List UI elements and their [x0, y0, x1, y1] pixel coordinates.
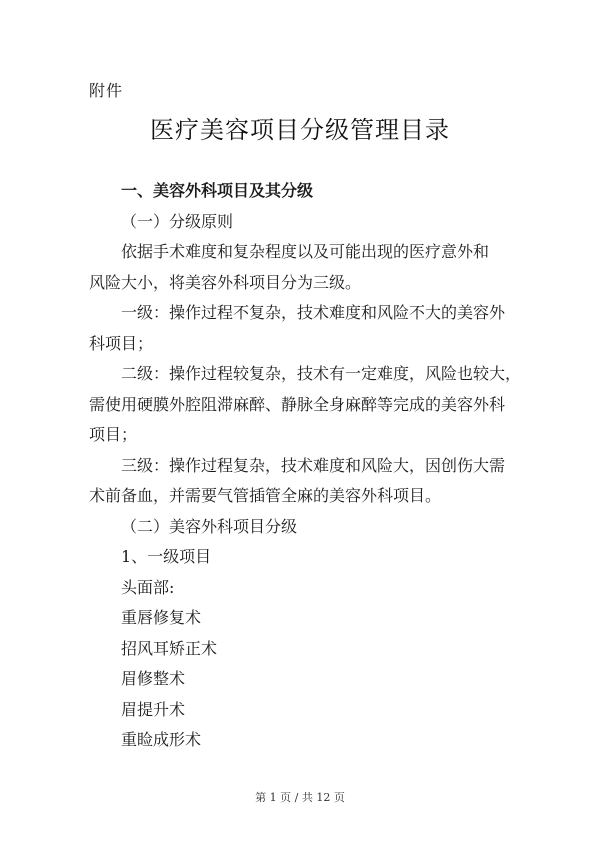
paragraph-line: 项目； — [89, 425, 138, 444]
list-item: 重唇修复术 — [121, 608, 202, 627]
paragraph-line: 风险大小，将美容外科项目分为三级。 — [89, 272, 362, 292]
subsection-heading: （一）分级原则 — [121, 211, 234, 231]
list-item: 招风耳矫正术 — [121, 638, 218, 658]
document-body — [89, 176, 522, 756]
paragraph-line: 科项目； — [89, 333, 154, 353]
subsection-heading: （二）美容外科项目分级 — [121, 516, 298, 536]
section-heading: 一、美容外科项目及其分级 — [121, 181, 314, 200]
paragraph-line: 三级：操作过程复杂，技术难度和风险大，因创伤大需 — [121, 455, 506, 475]
list-item: 头面部: — [121, 577, 175, 597]
paragraph-line: 一级：操作过程不复杂，技术难度和风险不大的美容外 — [121, 303, 506, 322]
list-item: 重睑成形术 — [121, 730, 202, 749]
paragraph-line: 二级：操作过程较复杂，技术有一定难度，风险也较大， — [121, 364, 522, 383]
list-item: 眉修整术 — [121, 669, 186, 688]
paragraph-line: 术前备血，并需要气管插管全麻的美容外科项目。 — [89, 486, 442, 505]
page-footer: 第 1 页 / 共 12 页 — [255, 791, 345, 804]
paragraph-line: 需使用硬膜外腔阻滞麻醉、静脉全身麻醉等完成的美容外科 — [89, 394, 506, 414]
paragraph-line: 依据手术难度和复杂程度以及可能出现的医疗意外和 — [121, 242, 490, 261]
attachment-label: 附件 — [89, 81, 124, 100]
list-item: 眉提升术 — [121, 699, 186, 719]
document-title: 医疗美容项目分级管理目录 — [150, 116, 450, 144]
list-item: 1、一级项目 — [121, 547, 212, 566]
